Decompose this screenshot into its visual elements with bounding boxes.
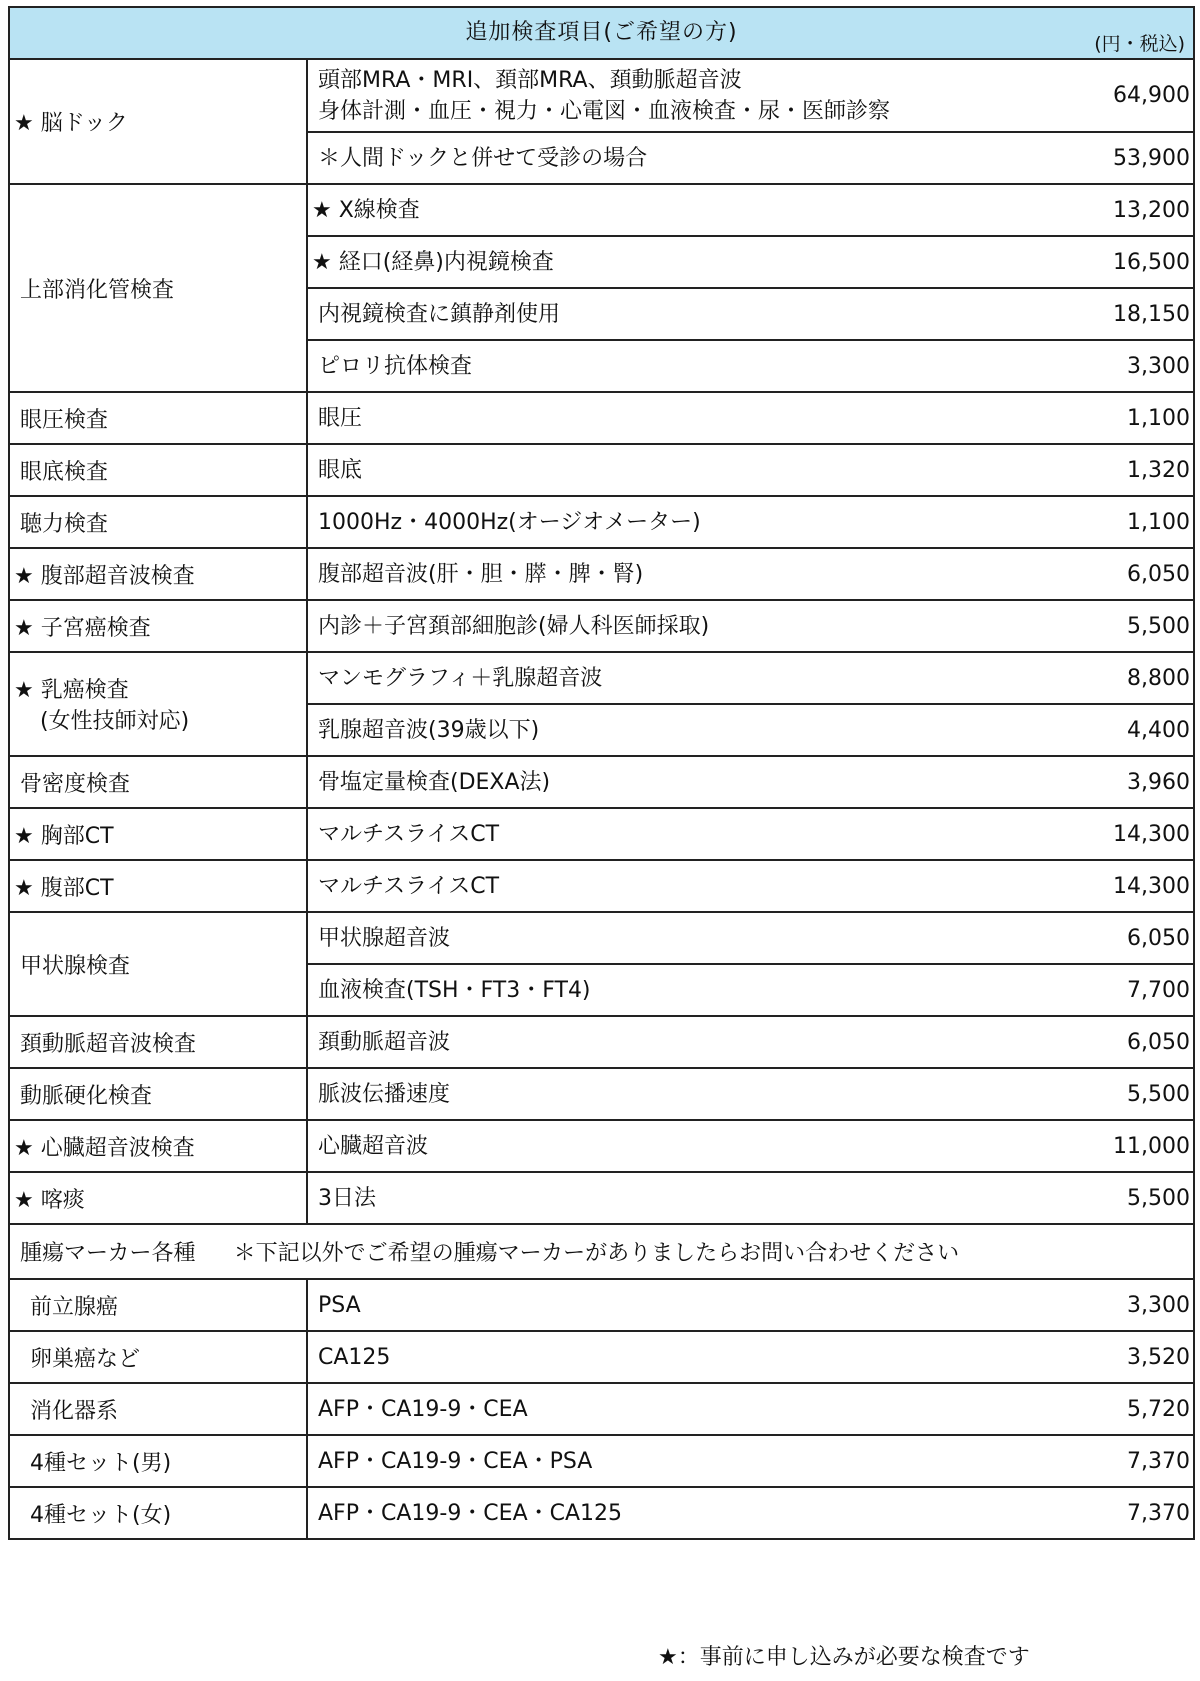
item-cell: 内視鏡検査に鎮静剤使用 — [318, 301, 561, 327]
item-cell: PSA — [318, 1292, 361, 1318]
item-cell: ＊人間ドックと併せて受診の場合 — [318, 145, 648, 171]
table-row — [9, 392, 1194, 444]
price-cell: 5,500 — [1127, 1081, 1191, 1107]
price-cell: 13,200 — [1113, 197, 1191, 223]
table-row — [9, 860, 1194, 912]
exam-price-table — [8, 6, 1195, 1540]
category-cell: 前立腺癌 — [9, 1279, 307, 1331]
table-row — [9, 1120, 1194, 1172]
table-row — [9, 912, 1194, 964]
price-cell: 3,960 — [1127, 769, 1191, 795]
item-cell: マルチスライスCT — [318, 821, 500, 847]
category-cell: ★ 腹部超音波検査 — [9, 548, 307, 600]
item-cell: CA125 — [318, 1344, 391, 1370]
category-cell: 眼圧検査 — [9, 392, 307, 444]
table-row — [9, 444, 1194, 496]
table-row — [9, 652, 1194, 704]
table-row — [9, 1383, 1194, 1435]
table-row — [9, 600, 1194, 652]
item-cell: AFP・CA19-9・CEA・CA125 — [318, 1500, 623, 1526]
item-cell: ★ 経口(経鼻)内視鏡検査 — [312, 249, 554, 275]
category-cell: ★ 腹部CT — [9, 860, 307, 912]
item-cell: マンモグラフィ＋乳腺超音波 — [318, 665, 603, 691]
price-cell: 14,300 — [1113, 873, 1191, 899]
price-cell: 3,300 — [1127, 1292, 1191, 1318]
price-cell: 1,320 — [1127, 457, 1191, 483]
item-cell: AFP・CA19-9・CEA — [318, 1396, 528, 1422]
header-row — [9, 7, 1194, 59]
price-cell: 14,300 — [1113, 821, 1191, 847]
item-cell: 内診＋子宮頚部細胞診(婦人科医師採取) — [318, 613, 710, 639]
item-cell: 甲状腺超音波 — [318, 925, 451, 951]
item-cell: ★ X線検査 — [312, 197, 420, 223]
tumor-marker-heading-row — [9, 1224, 1194, 1279]
item-cell: 脈波伝播速度 — [318, 1081, 451, 1107]
item-cell: 1000Hz・4000Hz(オージオメーター) — [318, 509, 701, 535]
table-row — [9, 1172, 1194, 1224]
item-cell: 骨塩定量検査(DEXA法) — [318, 769, 551, 795]
price-cell: 11,000 — [1113, 1133, 1191, 1159]
category-cell: 上部消化管検査 — [9, 184, 307, 392]
category-cell: 卵巣癌など — [9, 1331, 307, 1383]
category-cell: 消化器系 — [9, 1383, 307, 1435]
price-cell: 4,400 — [1127, 717, 1191, 743]
category-cell: ★ 子宮癌検査 — [9, 600, 307, 652]
item-cell: ピロリ抗体検査 — [318, 353, 473, 379]
category-cell: 眼底検査 — [9, 444, 307, 496]
price-cell: 6,050 — [1127, 561, 1191, 587]
item-line: 身体計測・血圧・視力・心電図・血液検査・尿・医師診察 — [318, 98, 891, 124]
table-header — [9, 7, 1194, 59]
item-cell: AFP・CA19-9・CEA・PSA — [318, 1448, 593, 1474]
category-cell: ★ 胸部CT — [9, 808, 307, 860]
price-cell: 53,900 — [1113, 145, 1191, 171]
price-cell: 8,800 — [1127, 665, 1191, 691]
tumor-marker-heading-cell — [9, 1224, 1194, 1279]
table-row — [9, 1016, 1194, 1068]
table-row — [9, 548, 1194, 600]
category-cell: ★ 喀痰 — [9, 1172, 307, 1224]
price-cell: 6,050 — [1127, 925, 1191, 951]
table-row — [9, 1331, 1194, 1383]
price-cell: 5,720 — [1127, 1396, 1191, 1422]
price-cell: 7,370 — [1127, 1500, 1191, 1526]
table-row — [9, 756, 1194, 808]
category-cell: ★ 心臓超音波検査 — [9, 1120, 307, 1172]
item-line: 頭部MRA・MRI、頚部MRA、頚動脈超音波 — [318, 67, 742, 93]
category-cell: 4種セット(男) — [9, 1435, 307, 1487]
price-cell: 6,050 — [1127, 1029, 1191, 1055]
exam-price-sheet — [8, 6, 1193, 1540]
price-cell: 7,370 — [1127, 1448, 1191, 1474]
item-cell: 眼底 — [318, 457, 363, 483]
price-cell: 5,500 — [1127, 613, 1191, 639]
table-row — [9, 184, 1194, 236]
price-cell: 1,100 — [1127, 509, 1191, 535]
tumor-marker-note: ＊下記以外でご希望の腫瘍マーカーがありましたらお問い合わせください — [233, 1241, 960, 1266]
item-cell: 血液検査(TSH・FT3・FT4) — [318, 977, 591, 1003]
item-cell: 腹部超音波(肝・胆・膵・脾・腎) — [318, 561, 644, 587]
table-row — [9, 1435, 1194, 1487]
category-cell — [9, 652, 307, 756]
table-row — [9, 808, 1194, 860]
category-subline: (女性技師対応) — [40, 709, 190, 734]
price-cell: 7,700 — [1127, 977, 1191, 1003]
item-cell: 頚動脈超音波 — [318, 1029, 451, 1055]
category-cell: 頚動脈超音波検査 — [9, 1016, 307, 1068]
table-row — [9, 1279, 1194, 1331]
table-row — [9, 59, 1194, 132]
table-row — [9, 1487, 1194, 1539]
tumor-marker-heading: 腫瘍マーカー各種 — [20, 1241, 196, 1266]
price-cell: 18,150 — [1113, 301, 1191, 327]
price-cell: 3,520 — [1127, 1344, 1191, 1370]
item-cell: 眼圧 — [318, 405, 363, 431]
category-cell: ★ 脳ドック — [9, 59, 307, 184]
item-cell: 乳腺超音波(39歳以下) — [318, 717, 540, 743]
item-cell: 3日法 — [318, 1185, 376, 1211]
table-row — [9, 1068, 1194, 1120]
price-cell: 16,500 — [1113, 249, 1191, 275]
footnote: ★：事前に申し込みが必要な検査です — [658, 1645, 1030, 1670]
item-cell: マルチスライスCT — [318, 873, 500, 899]
category-cell: 聴力検査 — [9, 496, 307, 548]
price-cell: 1,100 — [1127, 405, 1191, 431]
category-cell: 動脈硬化検査 — [9, 1068, 307, 1120]
item-cell — [308, 65, 1080, 127]
category-line: ★ 乳癌検査 — [14, 678, 129, 703]
item-cell: 心臓超音波 — [318, 1133, 429, 1159]
category-cell: 骨密度検査 — [9, 756, 307, 808]
category-cell: 4種セット(女) — [9, 1487, 307, 1539]
category-cell: 甲状腺検査 — [9, 912, 307, 1016]
price-unit: (円・税込) — [1094, 33, 1186, 55]
price-cell: 3,300 — [1127, 353, 1191, 379]
table-title: 追加検査項目(ご希望の方) — [465, 19, 738, 45]
table-row — [9, 496, 1194, 548]
price-cell: 64,900 — [1113, 83, 1191, 108]
price-cell: 5,500 — [1127, 1185, 1191, 1211]
